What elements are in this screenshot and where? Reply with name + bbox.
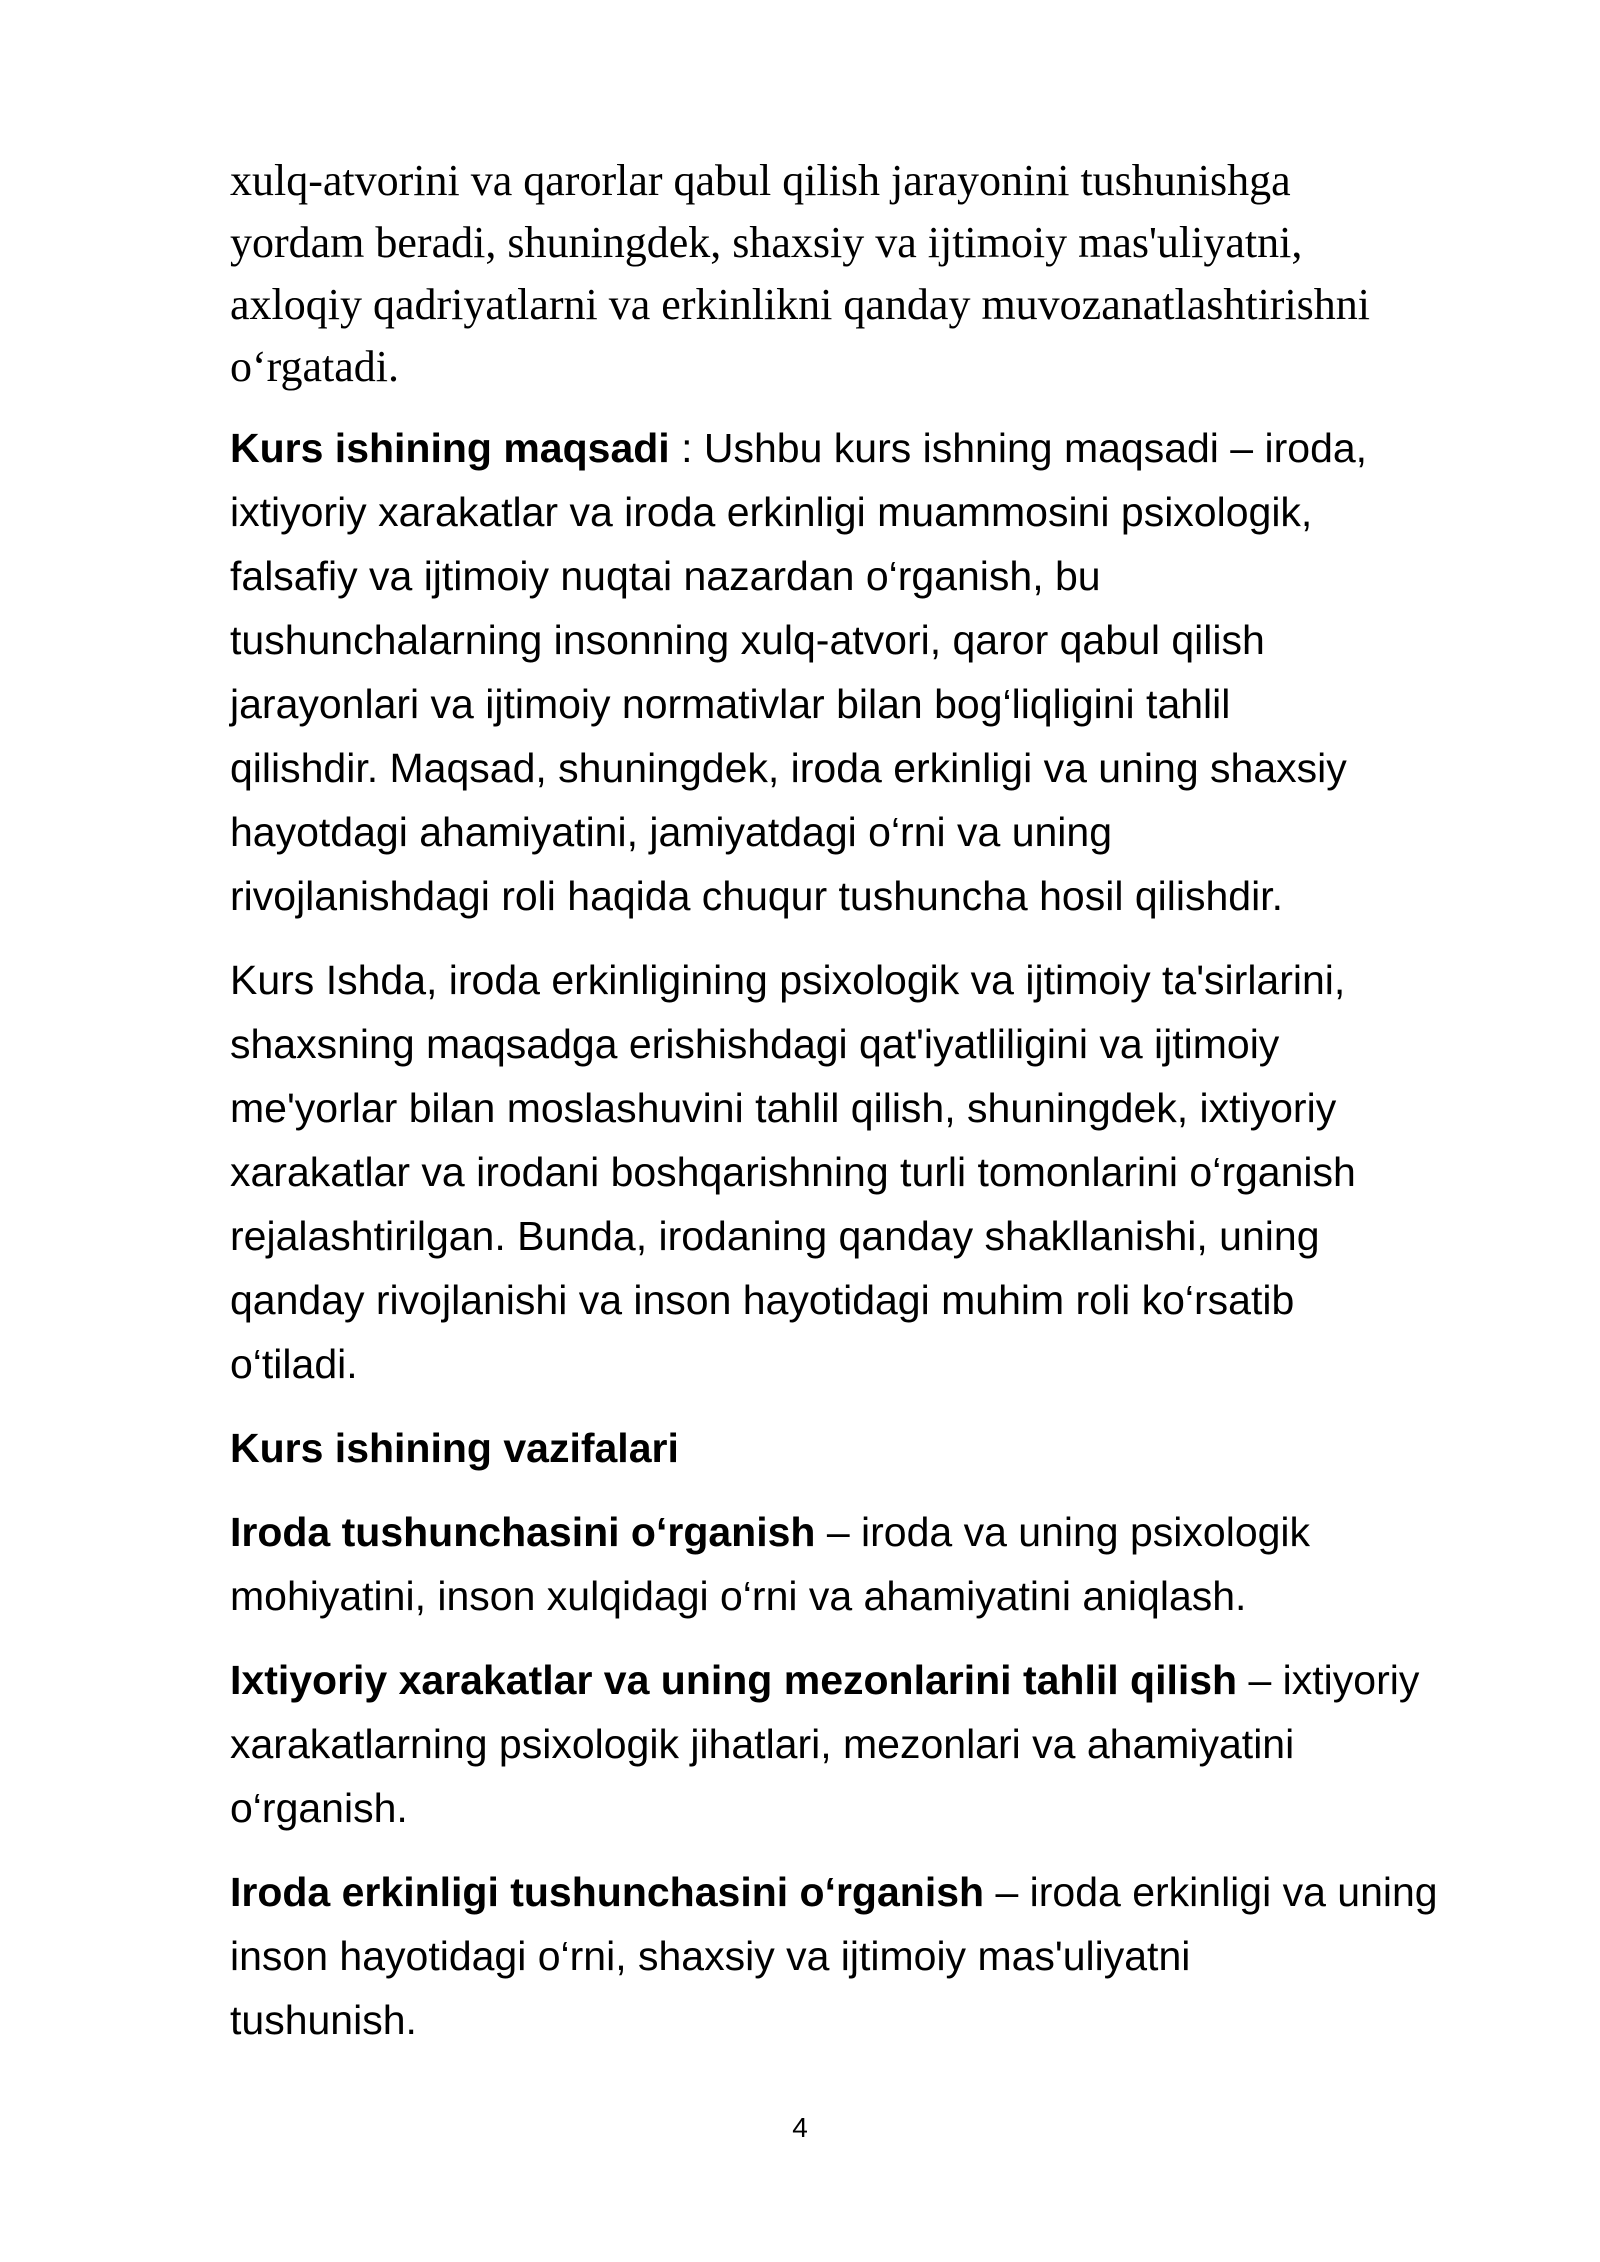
page-number: 4 — [792, 2112, 808, 2143]
task-item — [230, 1648, 1510, 1840]
work-paragraph: Kurs Ishda, iroda erkinligining psixologik va ijtimoiy ta'sirlarini, shaxsning maqsadga erishishdagi qat'iyatliligini va ijtimoiy me'yorlar bilan moslashuvini tahlil qilish, shuningdek, ixtiyoriy xarakatlar va irodani boshqarishning turli tomonlarini o‘rganish rejalashtirilgan. Bunda, irodaning qanday shakllanishi, uning qanday rivojlanishi va inson hayotidagi muhim roli ko‘rsatib o‘tiladi. — [230, 957, 1356, 1387]
task-text: – iroda erkinligi va uning inson hayotidagi o‘rni, shaxsiy va ijtimoiy mas'uliyatni tushunish. — [230, 1869, 1438, 2043]
task-item — [230, 1860, 1510, 2052]
task-item — [230, 1500, 1510, 1628]
tasks-heading: Kurs ishining vazifalari — [230, 1425, 679, 1471]
goal-text: : Ushbu kurs ishning maqsadi – iroda, ixtiyoriy xarakatlar va iroda erkinligi muammosini psixologik, falsafiy va ijtimoiy nuqtai nazardan o‘rganish, bu tushunchalarning insonning xulq-atvori, qaror qabul qilish jarayonlari va ijtimoiy normativlar bilan bog‘liqligini tahlil qilishdir. Maqsad, shuningdek, iroda erkinligi va uning shaxsiy hayotdagi ahamiyatini, jamiyatdagi o‘rni va uning rivojlanishdagi roli haqida chuqur tushuncha hosil qilishdir. — [230, 425, 1368, 919]
goal-label: Kurs ishining maqsadi — [230, 425, 670, 471]
task-text: – iroda va uning psixologik mohiyatini, inson xulqidagi o‘rni va ahamiyatini aniqlash. — [230, 1509, 1311, 1619]
task-label: Ixtiyoriy xarakatlar va uning mezonlarini tahlil qilish — [230, 1657, 1238, 1703]
task-label: Iroda erkinligi tushunchasini o‘rganish — [230, 1869, 985, 1915]
intro-paragraph: xulq-atvorini va qarorlar qabul qilish jarayonini tushunishga yordam beradi, shuningdek, shaxsiy va ijtimoiy mas'uliyatni, axloqiy qadriyatlarni va erkinlikni qanday muvozanatlashtirishni o‘rgatadi. — [230, 156, 1371, 391]
task-label: Iroda tushunchasini o‘rganish — [230, 1509, 816, 1555]
task-text: – ixtiyoriy xarakatlarning psixologik jihatlari, mezonlari va ahamiyatini o‘rganish. — [230, 1657, 1420, 1831]
page-content — [230, 150, 1510, 2072]
goal-paragraph — [230, 416, 1510, 928]
